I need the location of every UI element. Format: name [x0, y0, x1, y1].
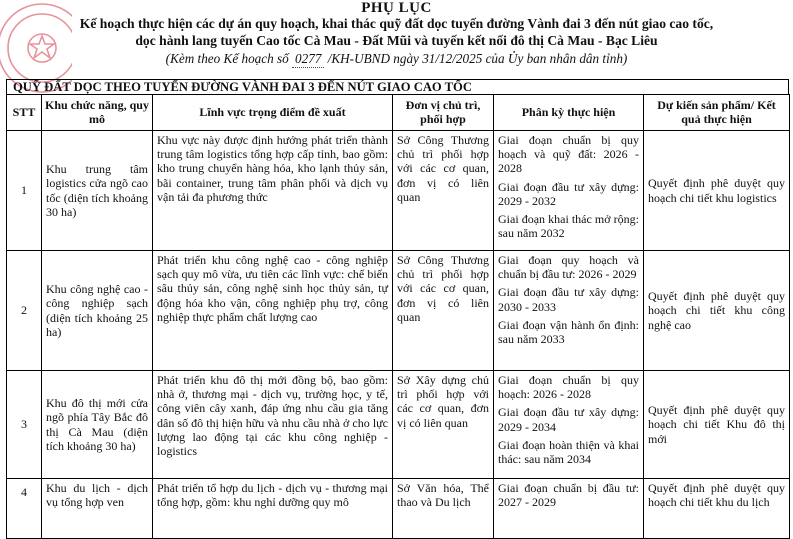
row-stt: 3 — [7, 371, 42, 479]
row-product: Quyết định phê duyệt quy hoạch chi tiết Khu đô thị mới — [644, 371, 790, 479]
row-phases — [494, 251, 644, 371]
appendix-title: PHỤ LỤC — [361, 0, 432, 16]
row-area: Khu công nghệ cao - công nghiệp sạch (diện tích khoảng 25 ha) — [42, 251, 153, 371]
plan-table — [6, 94, 790, 539]
phase-item: Giai đoạn vận hành ổn định: sau năm 2033 — [498, 317, 639, 347]
phase-item: Giai đoạn chuẩn bị đầu tư: 2027 - 2029 — [498, 481, 639, 510]
row-field: Phát triển khu đô thị mới đồng bộ, bao gồm: nhà ở, thương mại - dịch vụ, trường học, y tế, công viên cây xanh, đáp ứng nhu cầu gia tăng dân số đô thị hiện hữu và nhu cầu nhà ở cho lực lượng lao động tại các khu công nghiệp - logistics — [153, 371, 393, 479]
row-area: Khu trung tâm logistics cửa ngõ cao tốc (diện tích khoảng 30 ha) — [42, 131, 153, 251]
row-unit: Sở Văn hóa, Thể thao và Du lịch — [393, 479, 494, 539]
row-stt: 4 — [7, 479, 42, 539]
phase-item: Giai đoạn hoàn thiện và khai thác: sau năm 2034 — [498, 437, 639, 467]
col-header-phases: Phân kỳ thực hiện — [494, 95, 644, 131]
note-suffix: /KH-UBND ngày 31/12/2025 của Ủy ban nhân dân tỉnh) — [327, 51, 628, 66]
appendix-subtitle-line1: Kế hoạch thực hiện các dự án quy hoạch, khai thác quỹ đất dọc tuyến đường Vành đai 3 đến nút giao cao tốc, — [79, 16, 714, 31]
row-field: Phát triển tổ hợp du lịch - dịch vụ - thương mại tổng hợp, gồm: khu nghỉ dưỡng quy mô — [153, 479, 393, 539]
row-area: Khu đô thị mới cửa ngõ phía Tây Bắc đô thị Cà Mau (diện tích khoảng 30 ha) — [42, 371, 153, 479]
col-header-unit: Đơn vị chủ trì, phối hợp — [393, 95, 494, 131]
table-row — [7, 371, 790, 479]
col-header-stt: STT — [7, 95, 42, 131]
col-header-area: Khu chức năng, quy mô — [42, 95, 153, 131]
col-header-product: Dự kiến sản phẩm/ Kết quả thực hiện — [644, 95, 790, 131]
table-row — [7, 131, 790, 251]
phase-item: Giai đoạn đầu tư xây dựng: 2030 - 2033 — [498, 285, 639, 314]
row-product: Quyết định phê duyệt quy hoạch chi tiết khu công nghệ cao — [644, 251, 790, 371]
section-title: QUỸ ĐẤT DỌC THEO TUYẾN ĐƯỜNG VÀNH ĐAI 3 ĐẾN NÚT GIAO CAO TỐC — [6, 79, 789, 95]
row-unit: Sở Công Thương chủ trì phối hợp với các cơ quan, đơn vị có liên quan — [393, 131, 494, 251]
row-field: Khu vực này được định hướng phát triển thành trung tâm logistics tổng hợp cấp tỉnh, bao gồm: kho trung chuyển hàng hóa, kho lạnh thủy sản, bãi container, trung tâm phân phối và dịch vụ vận tải đa phương thức — [153, 131, 393, 251]
note-prefix: (Kèm theo Kế hoạch số — [165, 51, 289, 66]
row-stt: 1 — [7, 131, 42, 251]
col-header-field: Lĩnh vực trọng điểm đề xuất — [153, 95, 393, 131]
table-row — [7, 479, 790, 539]
phase-item: Giai đoạn quy hoạch và chuẩn bị đầu tư: 2026 - 2029 — [498, 253, 639, 282]
phase-item: Giai đoạn chuẩn bị quy hoạch: 2026 - 2028 — [498, 373, 639, 402]
row-field: Phát triển khu công nghệ cao - công nghiệp sạch quy mô vừa, ưu tiên các lĩnh vực: chế biến sâu thủy sản, công nghệ sinh học thủy sản, tự động hóa kho vận, công nghiệp phụ trợ, công nghiệp thực phẩm chất lượng cao — [153, 251, 393, 371]
row-product: Quyết định phê duyệt quy hoạch chi tiết khu logistics — [644, 131, 790, 251]
row-phases — [494, 479, 644, 539]
phase-item: Giai đoạn khai thác mở rộng: sau năm 2032 — [498, 212, 639, 241]
row-area: Khu du lịch - dịch vụ tổng hợp ven — [42, 479, 153, 539]
phase-item: Giai đoạn chuẩn bị quy hoạch và quỹ đất: 2026 - 2028 — [498, 133, 639, 176]
row-product: Quyết định phê duyệt quy hoạch chi tiết khu du lịch — [644, 479, 790, 539]
row-phases — [494, 371, 644, 479]
appendix-subtitle-line2: dọc hành lang tuyến Cao tốc Cà Mau - Đất Mũi và tuyến kết nối đô thị Cà Mau - Bạc Liêu — [135, 33, 658, 48]
plan-number: 0277 — [292, 51, 324, 68]
row-stt: 2 — [7, 251, 42, 371]
row-phases — [494, 131, 644, 251]
phase-item: Giai đoạn đầu tư xây dựng: 2029 - 2034 — [498, 405, 639, 434]
phase-item: Giai đoạn đầu tư xây dựng: 2029 - 2032 — [498, 179, 639, 208]
row-unit: Sở Xây dựng chủ trì phối hợp với các cơ quan, đơn vị có liên quan — [393, 371, 494, 479]
row-unit: Sở Công Thương chủ trì phối hợp với các cơ quan, đơn vị có liên quan — [393, 251, 494, 371]
table-row — [7, 251, 790, 371]
appendix-note — [0, 51, 793, 68]
